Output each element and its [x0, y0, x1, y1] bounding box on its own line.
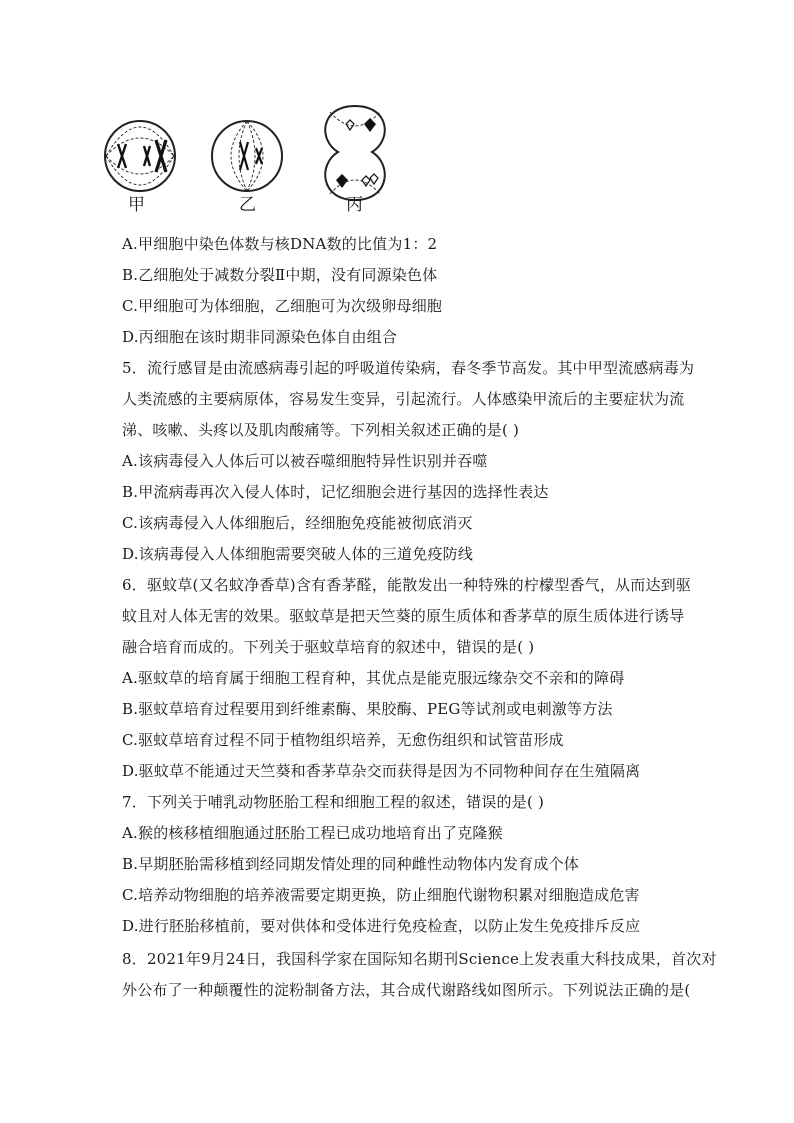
option-line: C.该病毒侵入人体细胞后，经细胞免疫能被彻底消灭 [122, 514, 473, 532]
option-line: B.早期胚胎需移植到经同期发情处理的同种雌性动物体内发育成个体 [122, 855, 579, 873]
option-line: D.该病毒侵入人体细胞需要突破人体的三道免疫防线 [122, 545, 474, 563]
question-line: 蚊且对人体无害的效果。驱蚊草是把天竺葵的原生质体和香茅草的原生质体进行诱导 [122, 607, 685, 625]
label-jia: 甲 [128, 195, 145, 215]
option-line: D.进行胚胎移植前，要对供体和受体进行免疫检查，以防止发生免疫排斥反应 [122, 917, 641, 935]
cell-bing-outline [325, 106, 384, 200]
cell-jia-outline [105, 121, 175, 191]
label-bing: 丙 [346, 195, 363, 215]
question-line: 6．驱蚊草(又名蚊净香草)含有香茅醛，能散发出一种特殊的柠檬型香气，从而达到驱 [122, 576, 692, 594]
option-line: A.甲细胞中染色体数与核DNA数的比值为1：2 [122, 235, 438, 253]
question-line: 7．下列关于哺乳动物胚胎工程和细胞工程的叙述，错误的是( ) [122, 793, 545, 811]
label-yi: 乙 [239, 195, 256, 215]
option-line: C.甲细胞可为体细胞，乙细胞可为次级卵母细胞 [122, 297, 443, 315]
option-line: D.丙细胞在该时期非同源染色体自由组合 [122, 328, 398, 346]
cell-yi-outline [212, 121, 282, 191]
cell-division-figure [100, 100, 400, 220]
option-line: D.驱蚊草不能通过天竺葵和香茅草杂交而获得是因为不同物种间存在生殖隔离 [122, 762, 641, 780]
option-line: A.猴的核移植细胞通过胚胎工程已成功地培育出了克隆猴 [122, 824, 503, 842]
question-line: 5．流行感冒是由流感病毒引起的呼吸道传染病，春冬季节高发。其中甲型流感病毒为 [122, 359, 695, 377]
option-line: A.该病毒侵入人体后可以被吞噬细胞特异性识别并吞噬 [122, 452, 488, 470]
question-line: 融合培育而成的。下列关于驱蚊草培育的叙述中，错误的是( ) [122, 638, 535, 656]
question-line: 外公布了一种颠覆性的淀粉制备方法，其合成代谢路线如图所示。下列说法正确的是( [122, 981, 691, 999]
question-line: 8．2021年9月24日，我国科学家在国际知名期刊Science上发表重大科技成果，首次对 [122, 950, 717, 968]
option-line: A.驱蚊草的培育属于细胞工程育种，其优点是能克服远缘杂交不亲和的障碍 [122, 669, 625, 687]
option-line: B.驱蚊草培育过程要用到纤维素酶、果胶酶、PEG等试剂或电刺激等方法 [122, 700, 613, 718]
option-line: C.培养动物细胞的培养液需要定期更换，防止细胞代谢物积累对细胞造成危害 [122, 886, 640, 904]
option-line: B.乙细胞处于减数分裂Ⅱ中期，没有同源染色体 [122, 266, 438, 284]
question-line: 人类流感的主要病原体，容易发生变异，引起流行。人体感染甲流后的主要症状为流 [122, 390, 685, 408]
option-line: C.驱蚊草培育过程不同于植物组织培养，无愈伤组织和试管苗形成 [122, 731, 564, 749]
question-line: 涕、咳嗽、头疼以及肌肉酸痛等。下列相关叙述正确的是( ) [122, 421, 520, 439]
option-line: B.甲流病毒再次入侵人体时，记忆细胞会进行基因的选择性表达 [122, 483, 549, 501]
